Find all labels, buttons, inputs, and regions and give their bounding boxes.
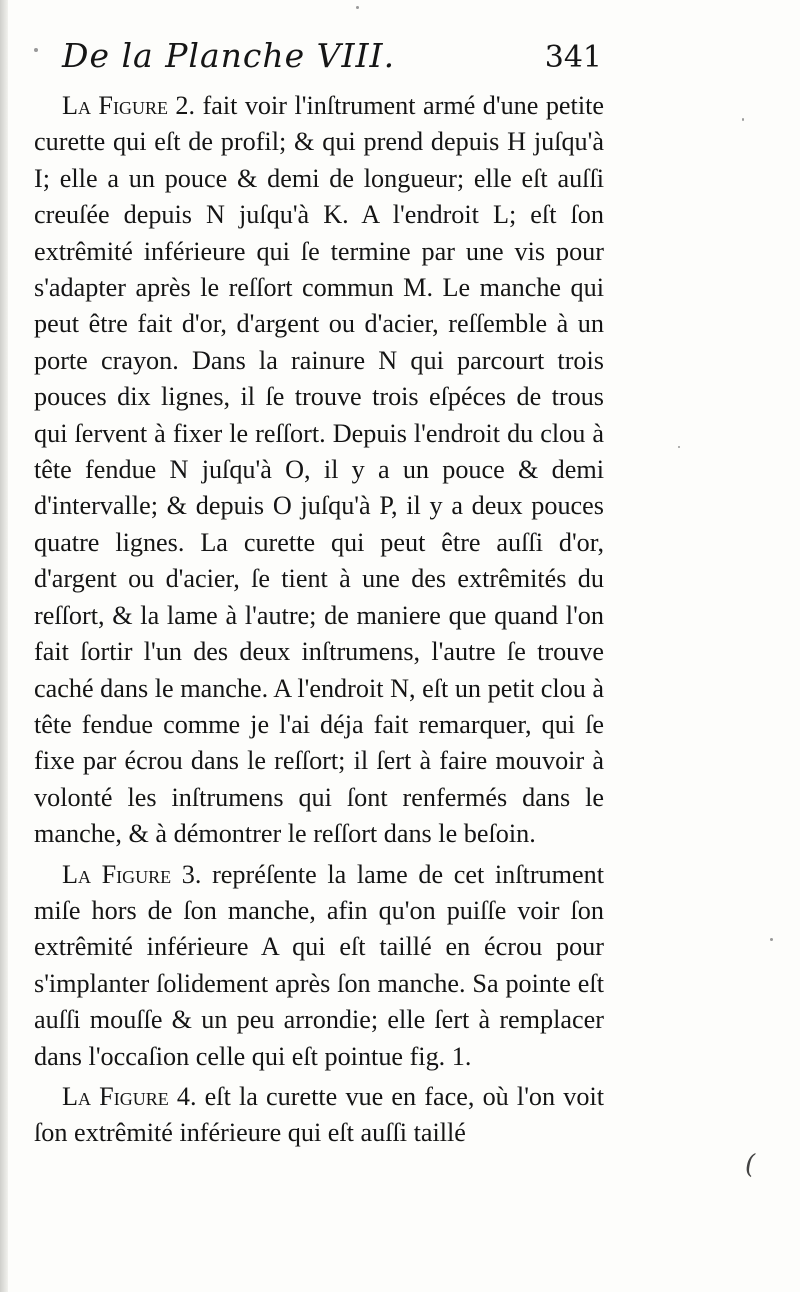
paragraph-lead: La Figure <box>62 91 168 120</box>
paper-speck <box>356 6 359 9</box>
page-number: 341 <box>544 40 602 75</box>
paragraph-lead: La Figure <box>62 1081 169 1111</box>
body-text <box>34 88 604 1152</box>
paragraph-text: 2. fait voir l'inſtrument armé d'une petite curette qui eſt de profil; & qui prend depuis H juſqu'à I; elle a un pouce & demi de longueur; elle eſt auſſi creuſée depuis N juſqu'à K. A l'endroit L; eſt ſon extrêmité inférieure qui ſe termine par une vis pour s'adapter après le reſſort commun M. Le manche qui peut être fait d'or, d'argent ou d'acier, reſſemble à un porte crayon. Dans la rainure N qui parcourt trois pouces dix lignes, il ſe trouve trois eſpéces de trous qui ſervent à fixer le reſſort. Depuis l'endroit du clou à tête fendue N juſqu'à O, il y a un pouce & demi d'intervalle; & depuis O juſqu'à P, il y a deux pouces quatre lignes. La curette qui peut être auſſi d'or, d'argent ou d'acier, ſe tient à une des extrêmités du reſſort, & la lame à l'autre; de maniere que quand l'on fait ſortir l'un des deux inſtrumens, l'autre ſe trouve caché dans le manche. A l'endroit N, eſt un petit clou à tête fendue comme je l'ai déja fait remarquer, qui ſe fixe par écrou dans le reſſort; il ſert à faire mouvoir à volonté les inſtrumens qui ſont renfermés dans le manche, & à démontrer le reſſort dans le beſoin. <box>34 91 604 849</box>
page-binding-edge <box>0 0 8 1292</box>
paragraph-figure-2 <box>34 88 604 853</box>
margin-mark: ( <box>745 1150 756 1180</box>
paper-speck <box>742 118 744 121</box>
paragraph-figure-3 <box>34 857 604 1075</box>
paragraph-text: 4. eſt la curette vue en face, où l'on voit ſon extrêmité inférieure qui eſt auſſi taillé <box>34 1081 604 1148</box>
paragraph-lead: La Figure <box>62 859 172 889</box>
paragraph-text: 3. repréſente la lame de cet inſtrument miſe hors de ſon manche, afin qu'on puiſſe voir ſon extrêmité inférieure A qui eſt taillé en écrou pour s'implanter ſolidement après ſon manche. Sa pointe eſt auſſi mouſſe & un peu arrondie; elle ſert à remplacer dans l'occaſion celle qui eſt pointue fig. 1. <box>34 859 604 1071</box>
running-head-title: De la Planche VIII. <box>62 36 396 75</box>
paragraph-figure-4 <box>34 1079 604 1152</box>
paper-speck <box>770 938 773 941</box>
paper-speck <box>678 446 680 448</box>
paper-speck <box>34 48 38 52</box>
running-head <box>62 32 602 82</box>
